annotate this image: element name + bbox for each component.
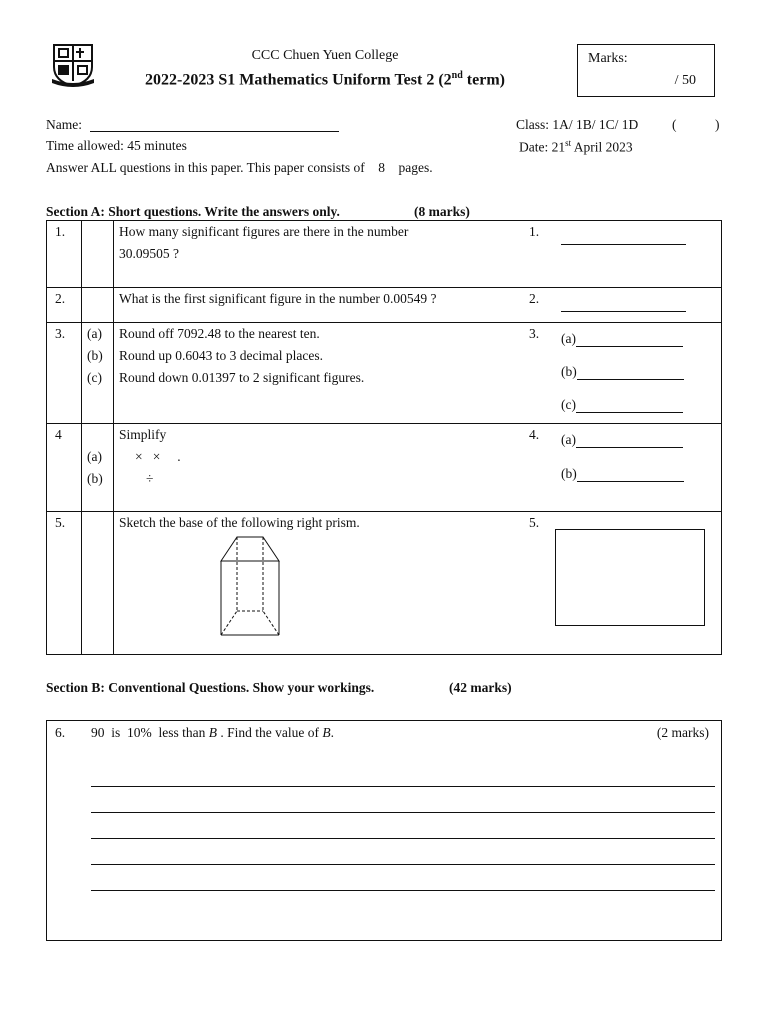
q3a-text: Round off 7092.48 to the nearest ten. (119, 326, 320, 341)
class-number-open: ( (672, 117, 677, 132)
q4-answer-number: 4. (529, 427, 540, 442)
q1-answer-blank[interactable] (561, 229, 686, 245)
q4b-answer[interactable]: (b) (561, 466, 684, 482)
q3c-answer[interactable]: (c) (561, 397, 683, 413)
q3-answer-number: 3. (529, 326, 540, 341)
q5-answer-number: 5. (529, 515, 540, 530)
q5-answer-box[interactable] (555, 529, 705, 626)
q4-number: 4 (55, 427, 62, 442)
q2-number: 2. (55, 291, 66, 306)
name-label: Name: (46, 117, 82, 132)
q5-text: Sketch the base of the following right prism. (119, 515, 360, 530)
class-label: Class: 1A/ 1B/ 1C/ 1D (516, 117, 639, 132)
time-allowed: Time allowed: 45 minutes (46, 138, 187, 153)
q6-working-line[interactable] (91, 797, 715, 813)
marks-label: Marks: (588, 51, 628, 66)
marks-box (577, 44, 715, 97)
q3b-label: (b) (87, 348, 103, 363)
right-prism-diagram (217, 533, 289, 639)
section-b-marks: (42 marks) (449, 680, 512, 695)
q3b-text: Round up 0.6043 to 3 decimal places. (119, 348, 323, 363)
q4b-label: (b) (87, 471, 103, 486)
test-title: 2022-2023 S1 Mathematics Uniform Test 2 (2nd term) (145, 70, 505, 89)
instructions: Answer ALL questions in this paper. This paper consists of 8 pages. (46, 160, 433, 175)
section-a-table (46, 220, 722, 655)
q2-text: What is the first significant figure in the number 0.00549 ? (119, 291, 437, 306)
q6-working-line[interactable] (91, 823, 715, 839)
q1-number: 1. (55, 224, 66, 239)
q3c-text: Round down 0.01397 to 2 significant figures. (119, 370, 365, 385)
q5-number: 5. (55, 515, 66, 530)
school-name: CCC Chuen Yuen College (251, 48, 399, 63)
q6-working-line[interactable] (91, 875, 715, 891)
q3a-answer[interactable]: (a) (561, 331, 683, 347)
q4a-label: (a) (87, 449, 102, 464)
q3c-label: (c) (87, 370, 102, 385)
class-number-close: ) (715, 117, 720, 132)
section-b-heading: Section B: Conventional Questions. Show your workings. (46, 680, 375, 695)
q4a-expression: × × . (135, 449, 181, 464)
q3b-answer[interactable]: (b) (561, 364, 684, 380)
section-a-heading: Section A: Short questions. Write the answers only. (46, 204, 340, 219)
q6-marks: (2 marks) (656, 725, 709, 740)
q6-box (46, 720, 722, 941)
q2-answer-blank[interactable] (561, 296, 686, 312)
q6-working-line[interactable] (91, 771, 715, 787)
q6-text: 90 is 10% less than B . Find the value of B. (91, 725, 334, 740)
q3a-label: (a) (87, 326, 102, 341)
q3-number: 3. (55, 326, 66, 341)
q1-answer-number: 1. (529, 224, 540, 239)
q1-text: How many significant figures are there in the number 30.09505 ? (119, 224, 409, 261)
q2-answer-number: 2. (529, 291, 540, 306)
q6-working-line[interactable] (91, 849, 715, 865)
marks-total: / 50 (674, 73, 696, 88)
name-blank[interactable] (90, 117, 339, 132)
q4a-answer[interactable]: (a) (561, 432, 683, 448)
q4b-expression: ÷ (146, 471, 154, 486)
test-date: Date: 21st April 2023 (519, 138, 633, 155)
q4-text: Simplify (119, 427, 167, 442)
q6-number: 6. (55, 725, 66, 740)
section-a-marks: (8 marks) (414, 204, 470, 219)
